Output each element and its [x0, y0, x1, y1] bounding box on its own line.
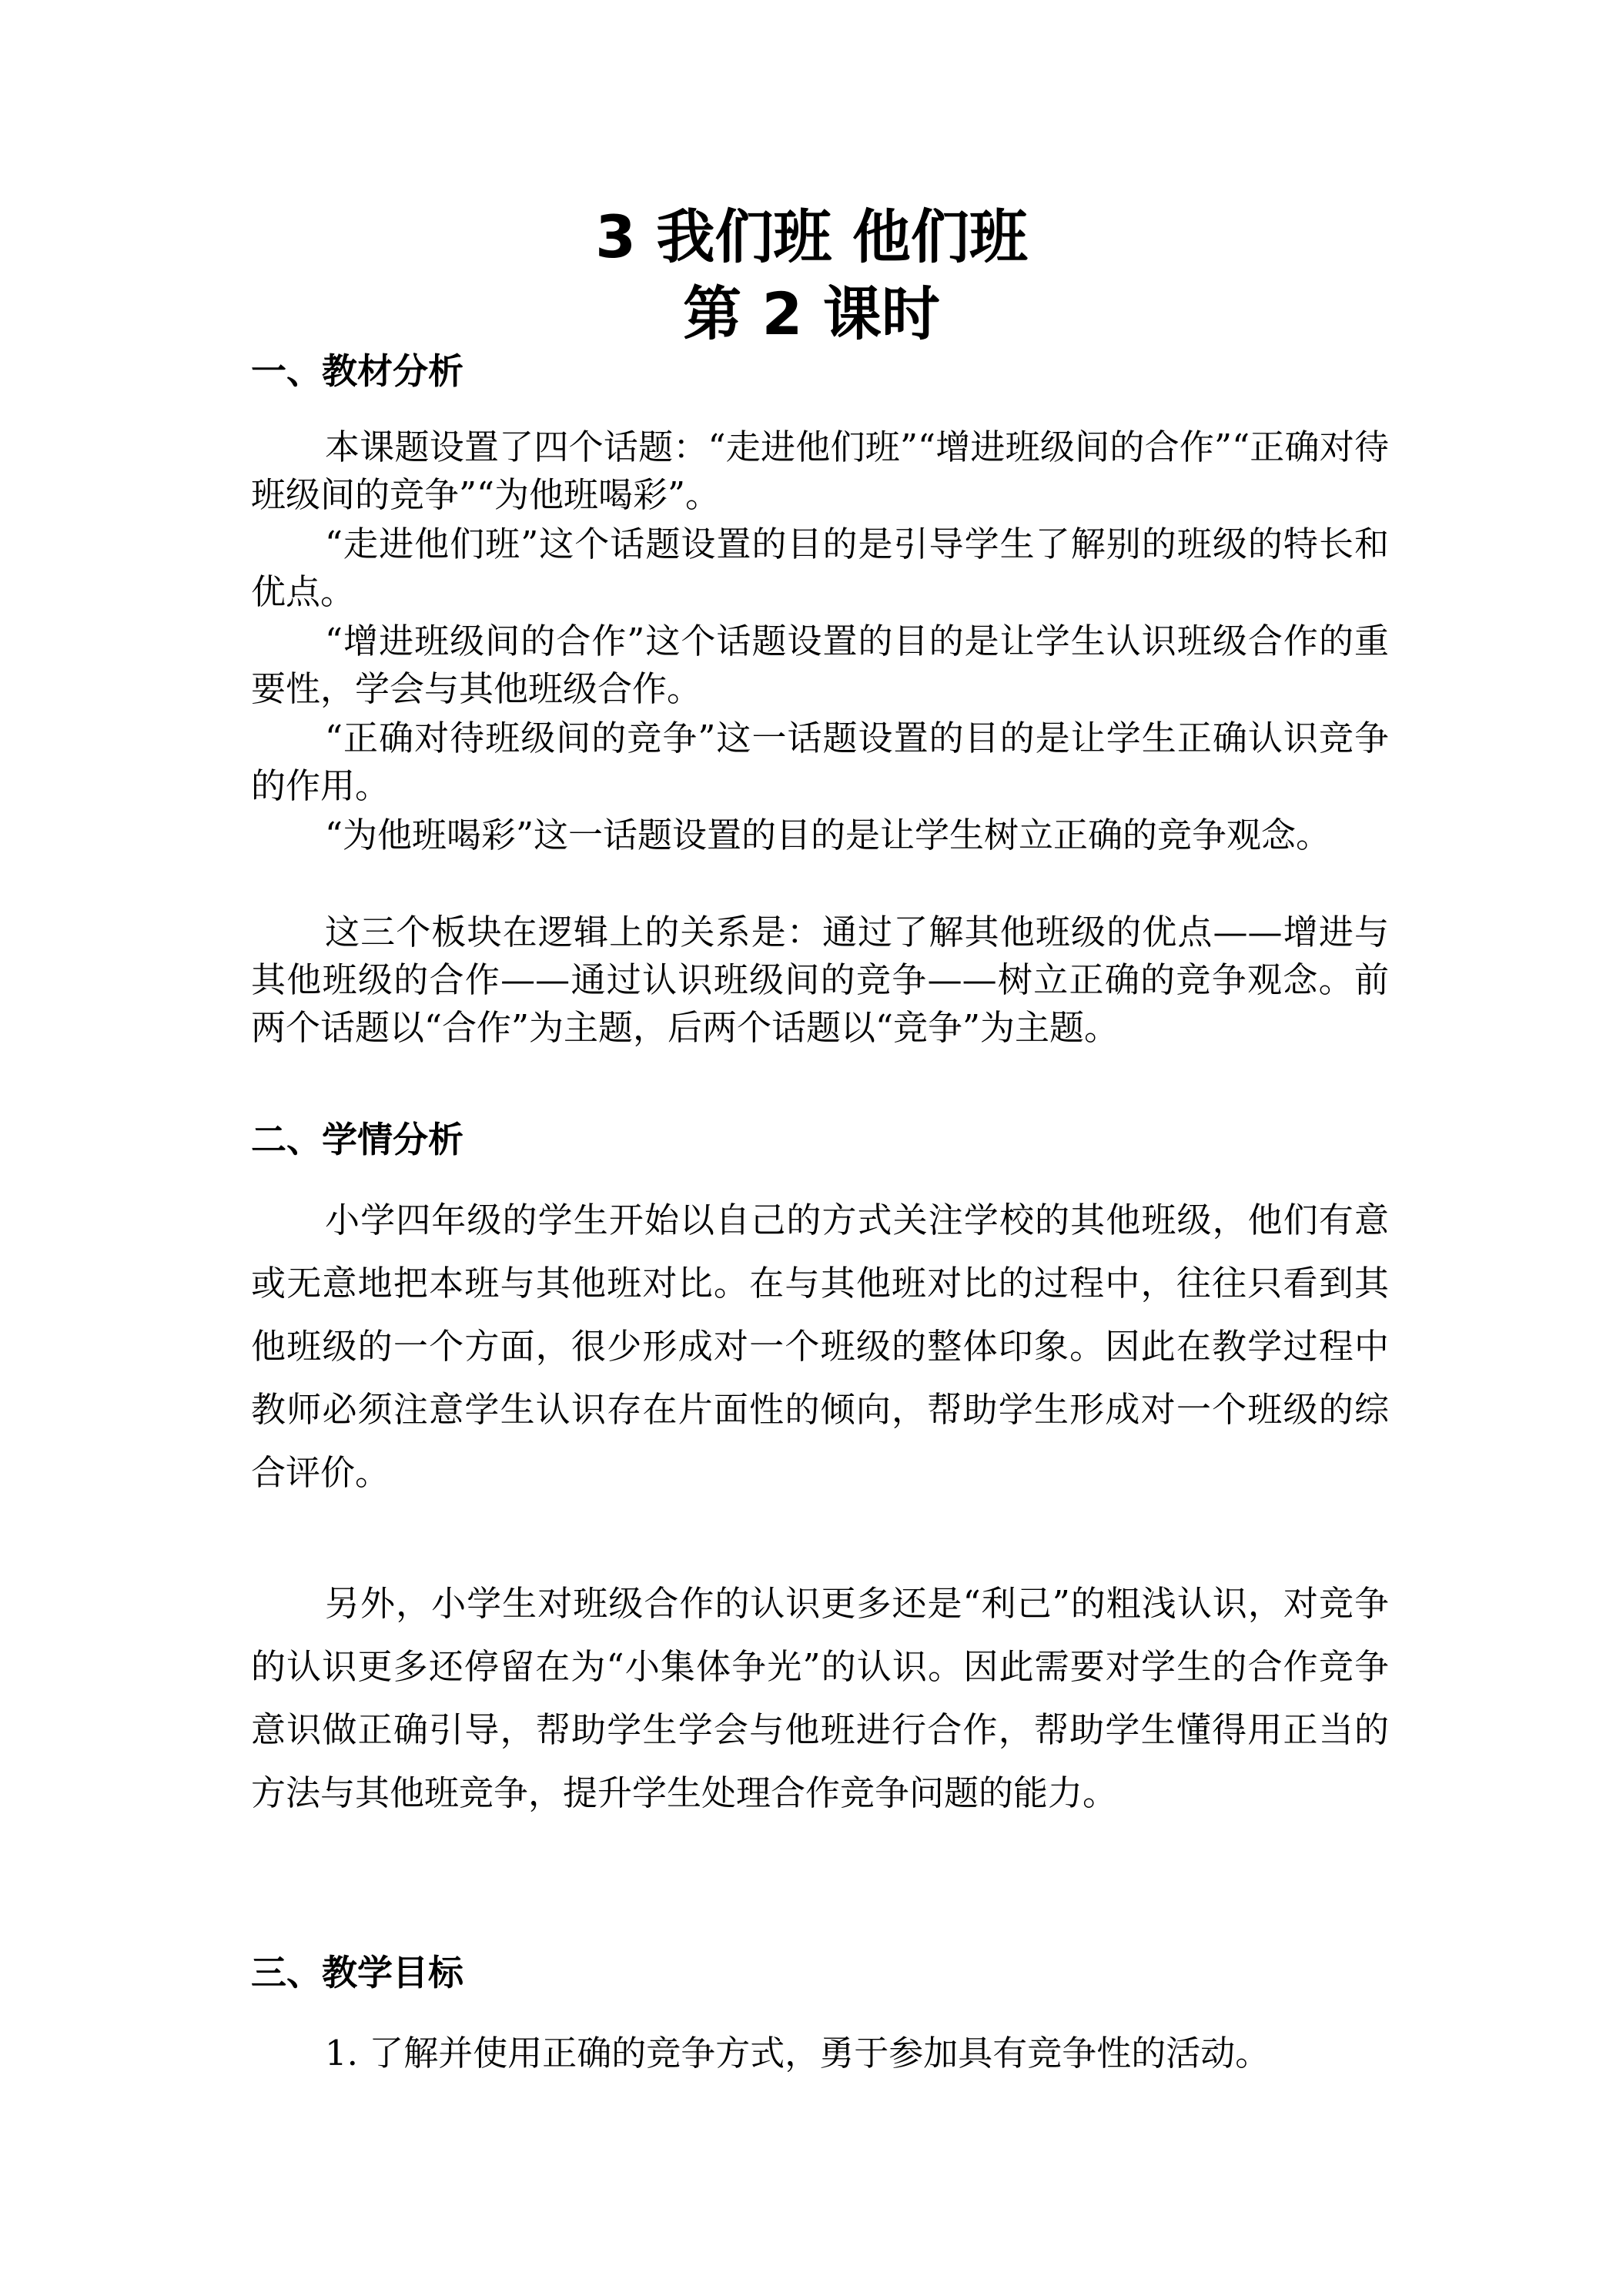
- paragraph: 这三个板块在逻辑上的关系是：通过了解其他班级的优点——增进与其他班级的合作——通过认识班级间的竞争——树立正确的竞争观念。前两个话题以“合作”为主题，后两个话题以“竞争”为主题。: [251, 912, 1389, 1048]
- section-heading-textbook-analysis: 一、教材分析: [251, 350, 463, 392]
- section-heading-teaching-goals: 三、教学目标: [251, 1952, 463, 1993]
- document-subtitle: 第 2 课时: [683, 279, 940, 348]
- document-title: 3 我们班 他们班: [595, 202, 1028, 271]
- paragraph: 小学四年级的学生开始以自己的方式关注学校的其他班级，他们有意或无意地把本班与其他班对比。在与其他班对比的过程中，往往只看到其他班级的一个方面，很少形成对一个班级的整体印象。因此在教学过程中教师必须注意学生认识存在片面性的倾向，帮助学生形成对一个班级的综合评价。: [251, 1200, 1389, 1493]
- paragraph: “走进他们班”这个话题设置的目的是引导学生了解别的班级的特长和优点。: [251, 524, 1389, 612]
- paragraph: “增进班级间的合作”这个话题设置的目的是让学生认识班级合作的重要性，学会与其他班级合作。: [251, 621, 1389, 709]
- paragraph: 另外，小学生对班级合作的认识更多还是“利己”的粗浅认识，对竞争的认识更多还停留在为“小集体争光”的认识。因此需要对学生的合作竞争意识做正确引导，帮助学生学会与他班进行合作，帮助学生懂得用正当的方法与其他班竞争，提升学生处理合作竞争问题的能力。: [251, 1583, 1389, 1813]
- paragraph: 本课题设置了四个话题：“走进他们班”“增进班级间的合作”“正确对待班级间的竞争”“为他班喝彩”。: [251, 427, 1389, 515]
- paragraph: 1. 了解并使用正确的竞争方式，勇于参加具有竞争性的活动。: [325, 2033, 1270, 2073]
- paragraph: “正确对待班级间的竞争”这一话题设置的目的是让学生正确认识竞争的作用。: [251, 718, 1389, 806]
- section-heading-student-analysis: 二、学情分析: [251, 1119, 463, 1160]
- paragraph: “为他班喝彩”这一话题设置的目的是让学生树立正确的竞争观念。: [325, 815, 1331, 855]
